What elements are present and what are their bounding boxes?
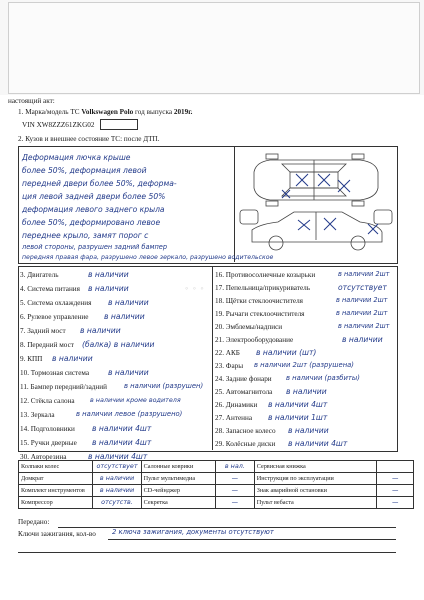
option-label: Домкрат	[19, 473, 93, 485]
item-label: 17. Пепельница/прикуриватель	[215, 284, 310, 292]
item-label: 24. Задние фонари	[215, 375, 272, 383]
damage-mark	[298, 220, 310, 230]
item-value: в наличии (разрушен)	[124, 382, 204, 390]
damage-note: левой стороны, разрушен задний бампер	[22, 243, 168, 251]
item-label: 9. КПП	[20, 355, 43, 363]
item-label: 29. Колёсные диски	[215, 440, 276, 448]
option-value: отсутствует	[93, 461, 141, 473]
option-label: CD-чейнджер	[141, 485, 215, 497]
watermark: ◦ ◦ ◦	[185, 283, 205, 293]
item-label: 12. Стёкла салона	[20, 397, 75, 405]
option-value: в наличии	[93, 473, 141, 485]
car-diagram	[238, 150, 394, 258]
item-value: в наличии 2шт	[336, 296, 388, 304]
item-label: 25. Автомагнитола	[215, 388, 273, 396]
item-value: в наличии 4шт	[92, 438, 152, 447]
items-grid-divider	[212, 266, 213, 450]
item-label: 20. Эмблемы/надписи	[215, 323, 283, 331]
item-value: в наличии левое (разрушено)	[76, 410, 183, 418]
option-value: в нал.	[216, 461, 255, 473]
scan-margin-frame	[8, 2, 420, 94]
item-value: (балка) в наличии	[82, 340, 155, 349]
table-row	[19, 485, 414, 497]
item-value: в наличии 4шт	[268, 400, 328, 409]
option-value: отсутств.	[93, 497, 141, 509]
item-value: в наличии 4шт	[92, 424, 152, 433]
item-label: 11. Бампер передний/задний	[20, 383, 107, 391]
table-row	[19, 473, 414, 485]
item-label: 8. Передний мост	[20, 341, 74, 349]
item-label: 26. Динамики	[215, 401, 258, 409]
damage-mark	[282, 190, 290, 198]
item-value: в наличии (шт)	[256, 348, 317, 357]
option-label: Пульт вебаста	[254, 497, 377, 509]
damage-note: передней двери более 50%, деформа-	[22, 179, 177, 188]
item1-prefix: 1. Марка/модель ТС	[18, 108, 82, 116]
item30-value: в наличии 4шт	[88, 452, 148, 461]
option-value: —	[377, 485, 414, 497]
item-label: 14. Подголовники	[20, 425, 75, 433]
item-label: 3. Двигатель	[20, 271, 59, 279]
item-label: 19. Рычаги стеклоочистителя	[215, 310, 305, 318]
item-value: в наличии	[52, 354, 93, 363]
item-value: в наличии кроме водителя	[90, 396, 181, 404]
damage-note: ция левой задней двери более 50%	[22, 192, 166, 201]
item-label: 5. Система охлаждения	[20, 299, 92, 307]
item-value: в наличии 4шт	[288, 439, 348, 448]
blank-line	[18, 552, 396, 553]
option-value: —	[216, 497, 255, 509]
item-value: в наличии 2шт	[338, 270, 390, 278]
damage-note: переднее крыло, замят порог с	[22, 231, 149, 240]
item-label: 28. Запасное колесо	[215, 427, 276, 435]
damage-note: более 50%, деформировано левое	[22, 218, 161, 227]
car-year: 2019г.	[173, 108, 193, 116]
item-label: 16. Противосолнечные козырьки	[215, 271, 316, 279]
item-label: 18. Щётки стеклоочистителя	[215, 297, 303, 305]
item-label: 6. Рулевое управление	[20, 313, 89, 321]
damage-note: более 50%, деформация левой	[22, 166, 147, 175]
option-value	[377, 461, 414, 473]
car-model: Volkswagen Polo	[81, 108, 134, 116]
option-label: Салонные коврики	[141, 461, 215, 473]
item-label: 22. АКБ	[215, 349, 240, 357]
option-value: —	[377, 497, 414, 509]
option-label: Пульт мультимедиа	[141, 473, 215, 485]
option-label: Комплект инструментов	[19, 485, 93, 497]
option-value: —	[216, 485, 255, 497]
damage-mark	[318, 174, 330, 186]
item-value: в наличии	[108, 298, 149, 307]
item-label: 21. Электрооборудование	[215, 336, 294, 344]
keys-line	[108, 539, 396, 540]
option-label: Знак аварийной остановки	[254, 485, 377, 497]
option-label: Компрессор	[19, 497, 93, 509]
intro-text: настоящий акт:	[8, 97, 55, 105]
item1-line	[18, 108, 192, 117]
damage-mark	[338, 180, 350, 192]
item1-mid: год выпуска	[133, 108, 174, 116]
item-value: в наличии 2шт	[336, 309, 388, 317]
scan-margin	[0, 0, 424, 95]
keys-label: Ключи зажигания, кол-во	[18, 530, 96, 538]
option-value: в наличии	[93, 485, 141, 497]
option-value: —	[377, 473, 414, 485]
transferred-label: Передано:	[18, 518, 50, 526]
item30-label: 30. Авторезина	[20, 453, 67, 461]
item-value: в наличии	[104, 312, 145, 321]
item2-line: 2. Кузов и внешнее состояние ТС: после ДТП.	[18, 135, 160, 143]
keys-value: 2 ключа зажигания, документы отсутствуют	[112, 528, 274, 536]
item-value: в наличии	[88, 284, 129, 293]
item-value: в наличии	[288, 426, 329, 435]
damage-note: деформация левого заднего крыла	[22, 205, 165, 214]
damage-mark	[368, 224, 378, 234]
vin-redaction-box	[100, 119, 138, 130]
frame-divider	[234, 146, 235, 262]
item-value: в наличии	[342, 335, 383, 344]
damage-mark	[324, 218, 336, 230]
options-table	[18, 460, 414, 509]
damage-note: Деформация лючка крыше	[22, 153, 131, 162]
item-label: 13. Зеркала	[20, 411, 55, 419]
option-value: —	[216, 473, 255, 485]
damage-mark	[296, 174, 308, 186]
item-value: в наличии	[80, 326, 121, 335]
item-value: в наличии	[88, 270, 129, 279]
item-label: 15. Ручки дверные	[20, 439, 77, 447]
option-label: Секретка	[141, 497, 215, 509]
item-value: в наличии 2шт	[338, 322, 390, 330]
item-value: отсутствует	[338, 283, 387, 292]
item-label: 10. Тормозная система	[20, 369, 90, 377]
table-row	[19, 461, 414, 473]
item-label: 27. Антенна	[215, 414, 253, 422]
car-top-view	[254, 160, 378, 200]
item-label: 7. Задний мост	[20, 327, 66, 335]
item-label: 23. Фары	[215, 362, 244, 370]
vin-label: VIN XW8ZZZ61ZKG02	[22, 121, 95, 129]
option-label: Инструкция по эксплуатации	[254, 473, 377, 485]
option-label: Колпаки колес	[19, 461, 93, 473]
option-label: Сервисная книжка	[254, 461, 377, 473]
damage-note: передняя правая фара, разрушено левое зеркало, разрушено водительское	[22, 254, 274, 261]
item-value: в наличии	[108, 368, 149, 377]
item-value: в наличии 1шт	[268, 413, 328, 422]
item-value: в наличии (разбиты)	[286, 374, 360, 382]
table-row	[19, 497, 414, 509]
item-value: в наличии	[286, 387, 327, 396]
item-label: 4. Система питания	[20, 285, 80, 293]
item-value: в наличии 2шт (разрушена)	[254, 361, 354, 369]
